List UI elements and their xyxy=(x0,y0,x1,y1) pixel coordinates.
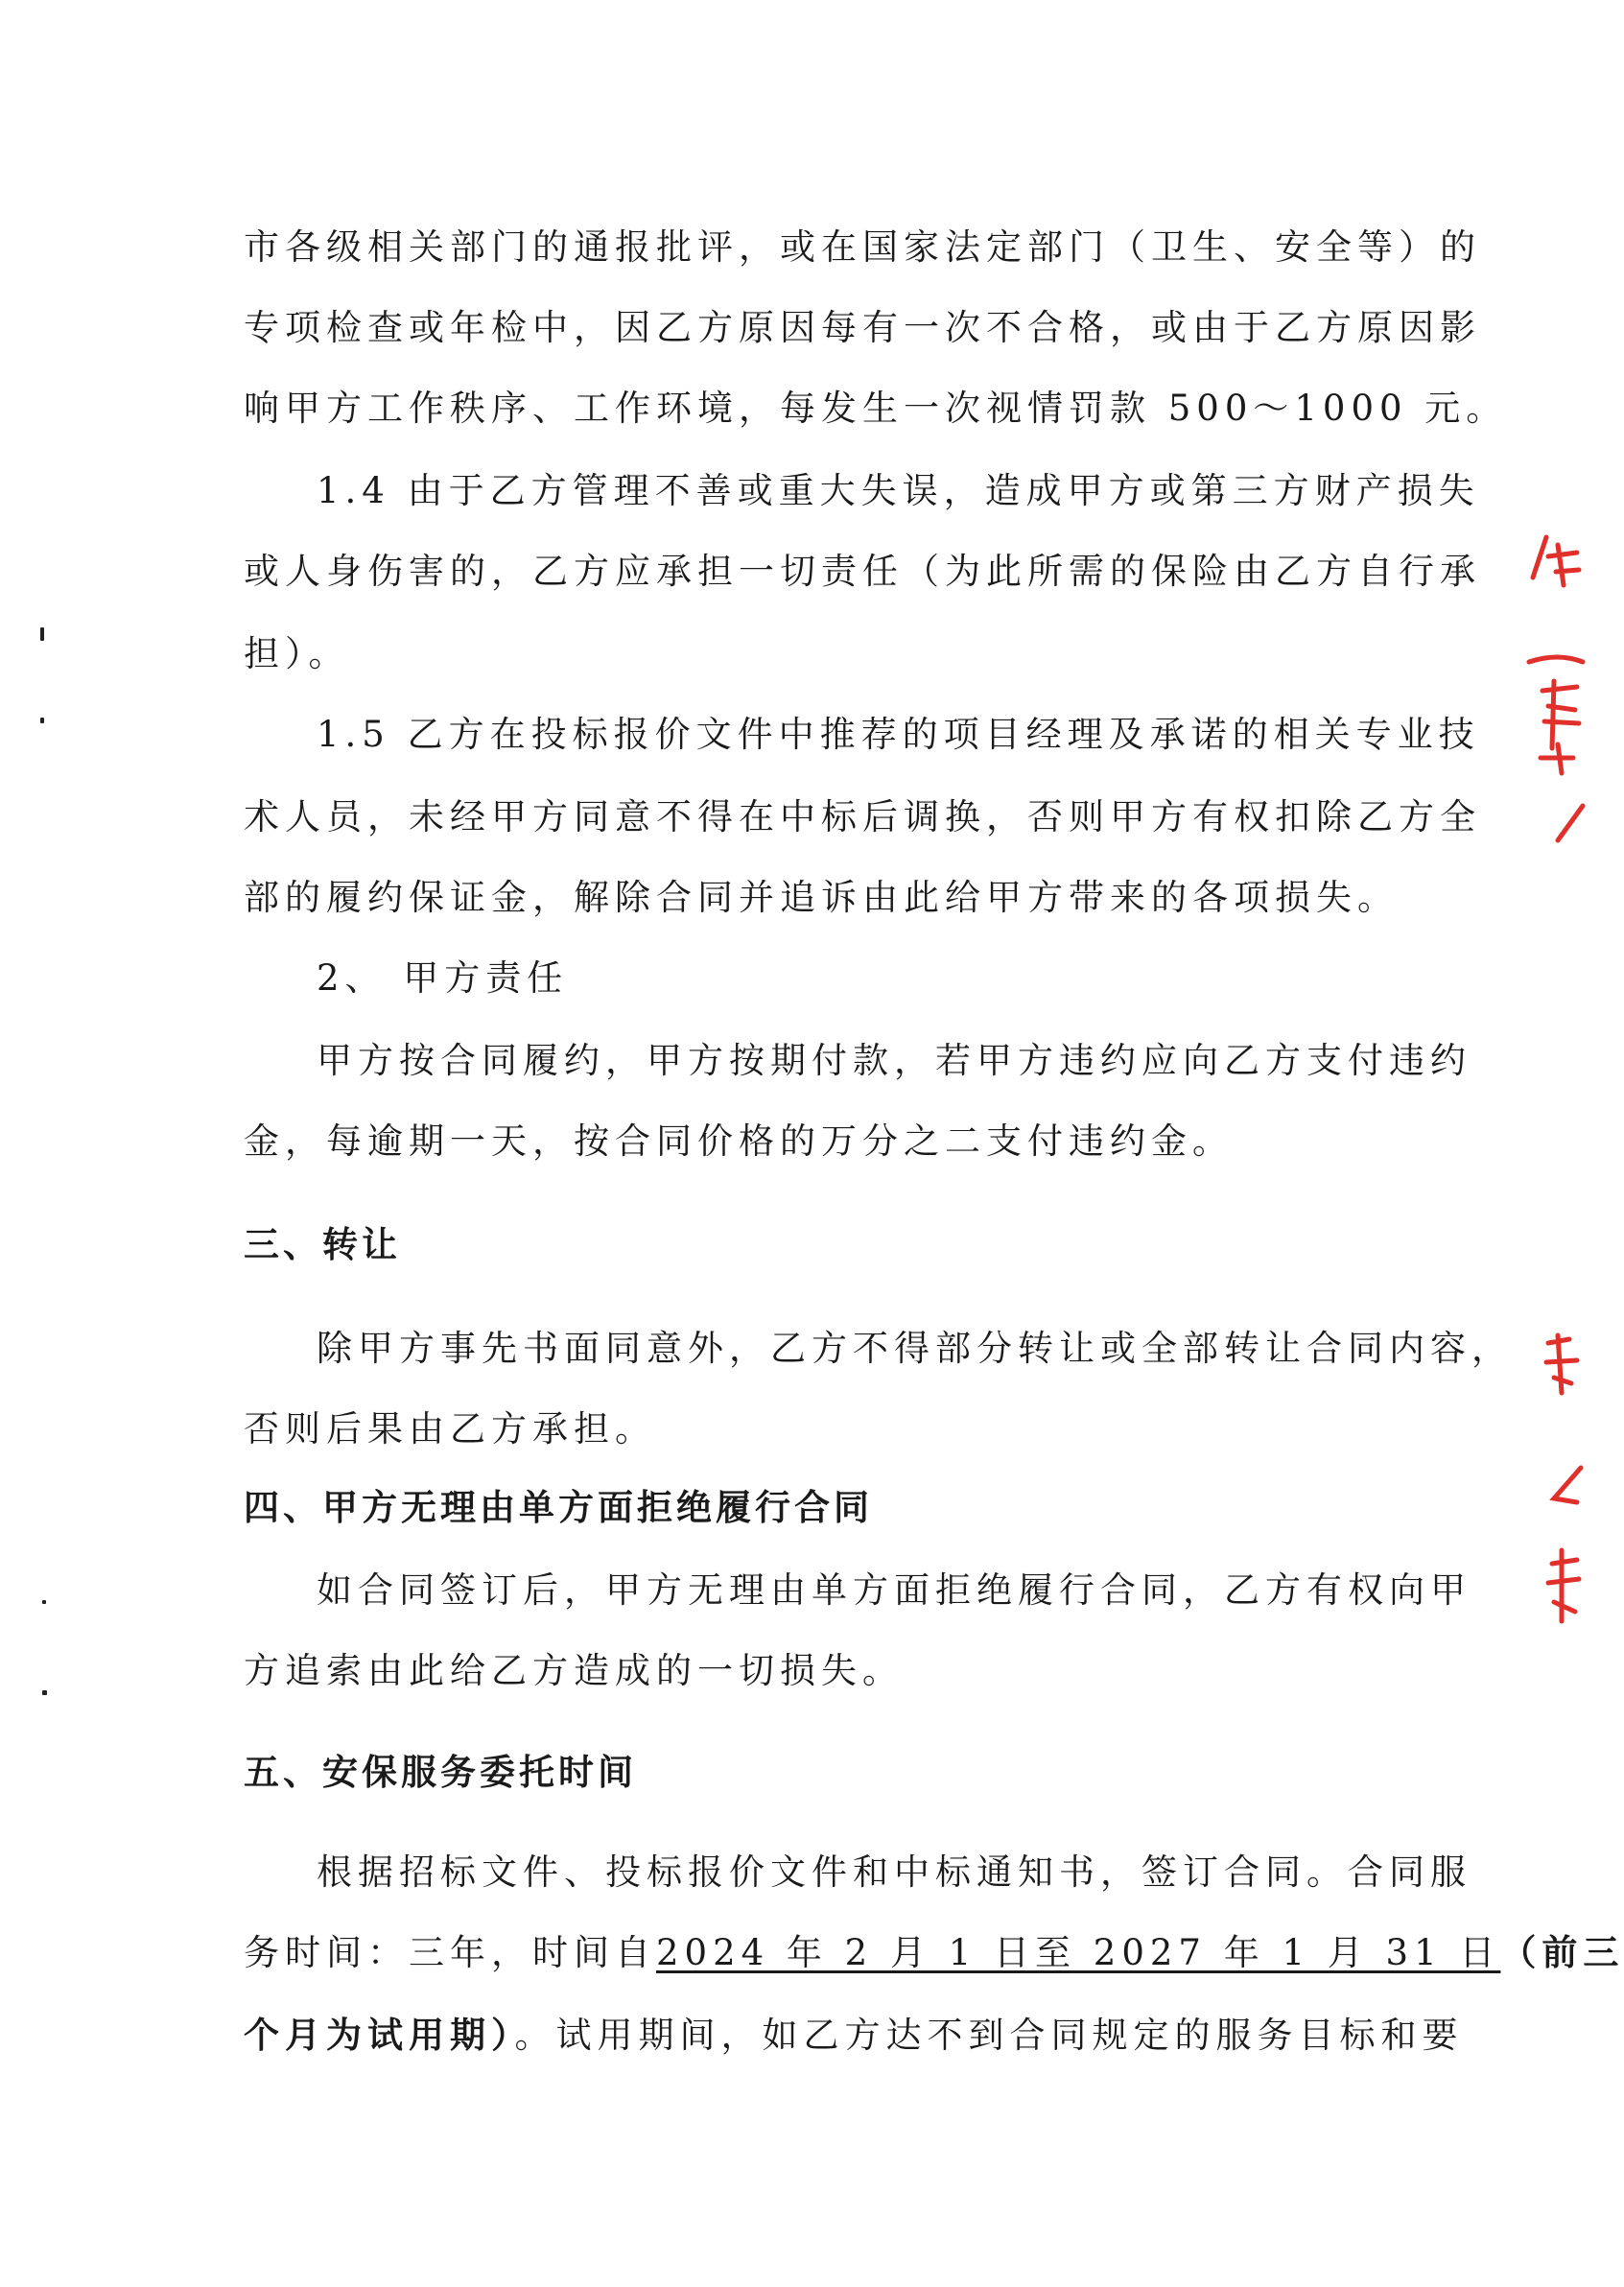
paragraph-line: 否则后果由乙方承担。 xyxy=(244,1408,656,1450)
paragraph-line xyxy=(244,1932,1624,1974)
binding-mark xyxy=(42,1690,47,1695)
paragraph-line xyxy=(244,2015,1464,2057)
paragraph-line: 除甲方事先书面同意外，乙方不得部分转让或全部转让合同内容， xyxy=(317,1328,1513,1369)
paragraph-line: 术人员，未经甲方同意不得在中标后调换，否则甲方有权扣除乙方全 xyxy=(244,796,1481,837)
paragraph-line: 甲方按合同履约，甲方按期付款，若甲方违约应向乙方支付违约 xyxy=(317,1040,1471,1081)
binding-mark xyxy=(42,1600,46,1604)
service-period-dates: 2024 年 2 月 1 日至 2027 年 1 月 31 日 xyxy=(656,1932,1501,1973)
paragraph-line: 如合同签订后，甲方无理由单方面拒绝履行合同，乙方有权向甲 xyxy=(317,1569,1471,1611)
paragraph-line: 部的履约保证金，解除合同并追诉由此给甲方带来的各项损失。 xyxy=(244,877,1399,918)
paragraph-line: 方追索由此给乙方造成的一切损失。 xyxy=(244,1650,904,1691)
paragraph-line: 根据招标文件、投标报价文件和中标通知书，签订合同。合同服 xyxy=(317,1851,1471,1893)
seal-stamp-fragment xyxy=(1519,518,1587,844)
paragraph-line: 担）。 xyxy=(244,633,350,674)
trial-period-note: （前三 xyxy=(1500,1932,1624,1973)
paragraph-text: 。试用期间，如乙方达不到合同规定的服务目标和要 xyxy=(514,2015,1464,2056)
paragraph-line: 1.5 乙方在投标报价文件中推荐的项目经理及承诺的相关专业技 xyxy=(317,714,1480,755)
binding-mark xyxy=(40,718,44,723)
paragraph-line: 金，每逾期一天，按合同价格的万分之二支付违约金。 xyxy=(244,1120,1234,1162)
paragraph-line: 专项检查或年检中，因乙方原因每有一次不合格，或由于乙方原因影 xyxy=(244,307,1481,348)
service-period-prefix: 务时间：三年，时间自 xyxy=(244,1932,656,1973)
trial-period-note: 个月为试用期） xyxy=(244,2015,515,2056)
paragraph-line: 或人身伤害的，乙方应承担一切责任（为此所需的保险由乙方自行承 xyxy=(244,551,1481,592)
section-heading: 三、转让 xyxy=(244,1224,401,1265)
paragraph-line: 1.4 由于乙方管理不善或重大失误，造成甲方或第三方财产损失 xyxy=(317,470,1480,511)
seal-stamp-fragment xyxy=(1519,1324,1587,1640)
section-heading: 五、安保服务委托时间 xyxy=(244,1752,637,1793)
paragraph-line: 响甲方工作秩序、工作环境，每发生一次视情罚款 500～1000 元。 xyxy=(244,388,1508,429)
binding-mark xyxy=(40,627,44,641)
paragraph-line: 市各级相关部门的通报批评，或在国家法定部门（卫生、安全等）的 xyxy=(244,226,1481,268)
section-heading: 四、甲方无理由单方面拒绝履行合同 xyxy=(244,1487,873,1528)
subsection-heading: 2、 甲方责任 xyxy=(317,957,569,999)
